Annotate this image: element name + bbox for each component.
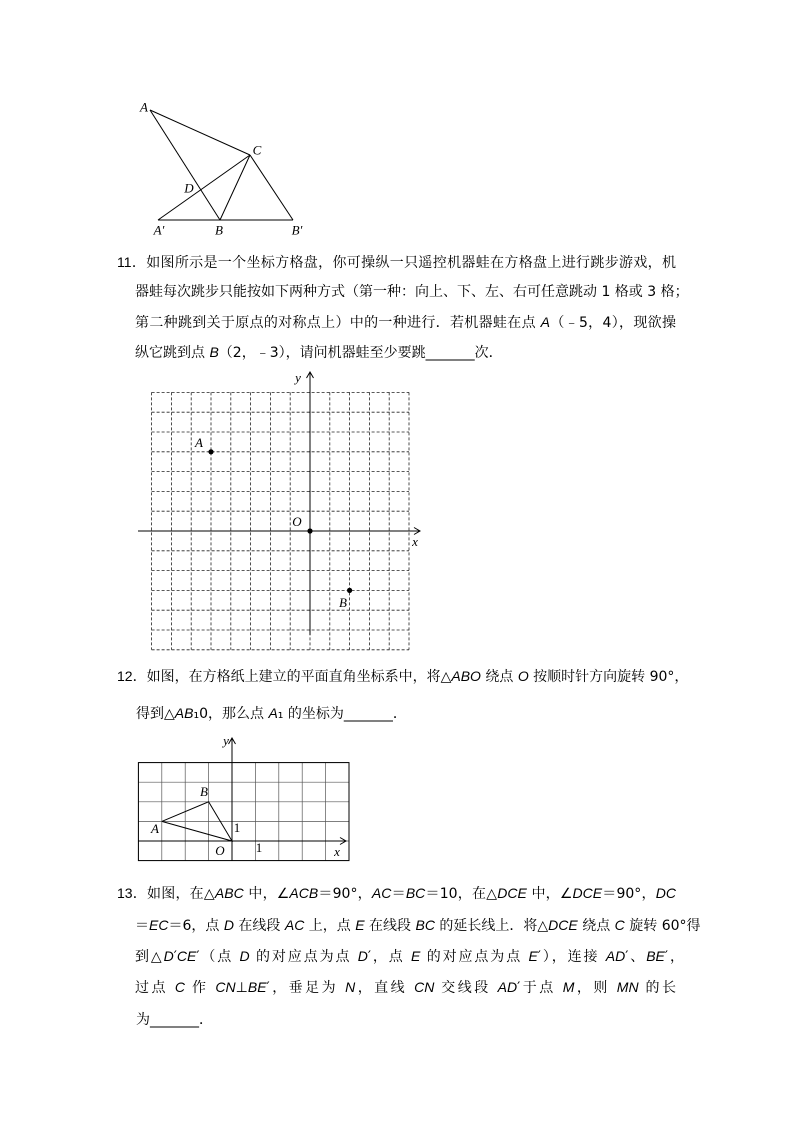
point-b-label: B: [339, 595, 347, 610]
math-variable: M: [616, 979, 629, 995]
math-variable: N: [225, 979, 236, 995]
math-variable: E: [592, 885, 603, 901]
q13-line-3: 到△D′CE′（点 D 的对应点为点 D′，点 E 的对应点为点 E′），连接 AD′、BE′，: [135, 948, 684, 965]
math-variable: B: [405, 885, 416, 901]
origin-label: O: [292, 514, 302, 529]
label-a: A: [140, 99, 148, 115]
math-variable: E: [655, 948, 665, 964]
origin-point: [307, 528, 312, 533]
math-variable: N: [424, 979, 435, 995]
q11-line-2: 器蛙每次跳步只能按如下两种方式（第一种：向上、下、左、右可任意跳动 1 格或 3 格；: [135, 284, 689, 300]
x-axis-label: x: [412, 534, 418, 549]
label-d: D: [184, 180, 194, 196]
math-variable: D: [163, 948, 174, 964]
math-variable: C: [233, 885, 244, 901]
point-a-label: A: [195, 435, 203, 450]
q13-line-4: 过点 C 作 CN⊥BE′，垂足为 N，直线 CN 交线段 AD′于点 M，则 MN 的长: [135, 979, 676, 996]
point-a-label: A: [151, 821, 159, 836]
math-variable: B: [184, 705, 194, 721]
math-variable: B: [460, 668, 471, 684]
segment-ab: [150, 110, 220, 220]
math-variable: B: [224, 885, 234, 901]
question-number: 13．: [117, 885, 148, 901]
math-variable: A: [540, 314, 550, 330]
math-variable: N: [628, 979, 639, 995]
question-text: 如图所示是一个坐标方格盘，你可操纵一只遥控机器蛙在方格盘上进行跳步游戏，机: [146, 255, 676, 271]
question-number: 11．: [117, 254, 147, 270]
math-variable: C: [415, 885, 426, 901]
question-number: 12．: [117, 668, 147, 684]
math-variable: A: [605, 948, 616, 964]
math-variable: D: [239, 948, 250, 964]
math-variable: E: [411, 948, 421, 964]
math-variable: D: [548, 917, 559, 933]
label-b-prime: B′: [291, 222, 303, 238]
q13-line-1: [117, 884, 676, 903]
question-text: 如图，在△ABC 中，∠ACB＝90°，AC＝BC＝10，在△DCE 中，∠DCE＝90°，DC: [147, 885, 676, 902]
q11-coordinate-grid: [130, 365, 425, 655]
math-variable: N: [345, 979, 356, 995]
math-variable: E: [257, 979, 267, 995]
q12-line-2: 得到△AB₁0，那么点 A₁ 的坐标为_______．: [136, 705, 407, 722]
math-variable: E: [149, 917, 159, 933]
math-variable: O: [517, 668, 529, 684]
math-variable: E: [517, 885, 527, 901]
point-b: [347, 588, 352, 593]
q13-line-2: ＝EC＝6，点 D 在线段 AC 上，点 E 在线段 BC 的延长线上．将△DCE 绕点 C 旋转 60°得: [135, 917, 701, 934]
point-b-label: B: [200, 784, 208, 799]
y-unit-label: 1: [233, 820, 241, 835]
math-variable: A: [497, 979, 507, 995]
q11-line-4: 纵它跳到点 B（2，﹣3），请问机器蛙至少要跳_______次．: [135, 344, 503, 361]
math-variable: D: [507, 979, 518, 995]
math-variable: E: [355, 917, 365, 933]
math-variable: C: [582, 885, 593, 901]
q12-line-1: [117, 667, 687, 686]
math-variable: D: [615, 948, 626, 964]
math-variable: M: [562, 979, 575, 995]
y-axis-label: y: [295, 370, 301, 385]
math-variable: D: [572, 885, 583, 901]
q13-line-5: 为_______．: [136, 1012, 213, 1028]
math-variable: D: [655, 885, 666, 901]
math-variable: A: [174, 705, 185, 721]
y-axis-label: y: [223, 733, 229, 748]
math-variable: C: [215, 979, 226, 995]
math-variable: C: [614, 917, 625, 933]
math-variable: C: [414, 979, 425, 995]
label-b: B: [215, 222, 223, 238]
segment-cb: [220, 155, 250, 220]
grid-border: [138, 763, 349, 861]
math-variable: A: [289, 885, 299, 901]
label-a-prime: A′: [153, 222, 165, 238]
segment-ac: [150, 110, 250, 155]
math-variable: A: [268, 705, 278, 721]
math-variable: C: [176, 948, 187, 964]
math-variable: O: [470, 668, 481, 684]
triangle-figure: [130, 95, 315, 240]
x-unit-label: 1: [255, 840, 263, 855]
math-variable: C: [665, 885, 676, 901]
question-text: 如图，在方格纸上建立的平面直角坐标系中，将△ABO 绕点 O 按顺时针方向旋转 90°，: [146, 668, 689, 685]
q11-line-3: 第二种跳到关于原点的对称点上）中的一种进行．若机器蛙在点 A（﹣5，4），现欲操: [135, 314, 676, 331]
math-variable: C: [558, 917, 569, 933]
math-variable: E: [568, 917, 578, 933]
math-variable: C: [158, 917, 169, 933]
origin-label: O: [215, 843, 225, 858]
math-variable: A: [214, 885, 225, 901]
math-variable: C: [424, 917, 435, 933]
math-variable: A: [284, 917, 295, 933]
math-variable: D: [497, 885, 508, 901]
math-variable: B: [415, 917, 425, 933]
math-variable: C: [174, 979, 186, 995]
grid-lines: [138, 763, 349, 861]
point-a: [208, 449, 213, 454]
grid-lines: [152, 392, 409, 649]
math-variable: E: [187, 948, 197, 964]
math-variable: C: [294, 917, 305, 933]
q11-line-1: [117, 253, 676, 272]
math-variable: B: [308, 885, 319, 901]
math-variable: B: [209, 344, 219, 360]
math-variable: C: [381, 885, 392, 901]
math-variable: A: [371, 885, 382, 901]
x-axis-label: x: [334, 844, 340, 859]
math-variable: D: [357, 948, 368, 964]
math-variable: B: [247, 979, 258, 995]
segment-ca-prime: [158, 155, 250, 220]
math-variable: E: [528, 948, 538, 964]
math-variable: D: [223, 917, 234, 933]
math-variable: B: [646, 948, 656, 964]
q12-coordinate-grid: [130, 730, 355, 865]
math-variable: C: [507, 885, 518, 901]
label-c: C: [252, 142, 262, 158]
math-variable: C: [298, 885, 309, 901]
segment-cb-prime: [250, 155, 293, 220]
math-variable: A: [451, 668, 461, 684]
